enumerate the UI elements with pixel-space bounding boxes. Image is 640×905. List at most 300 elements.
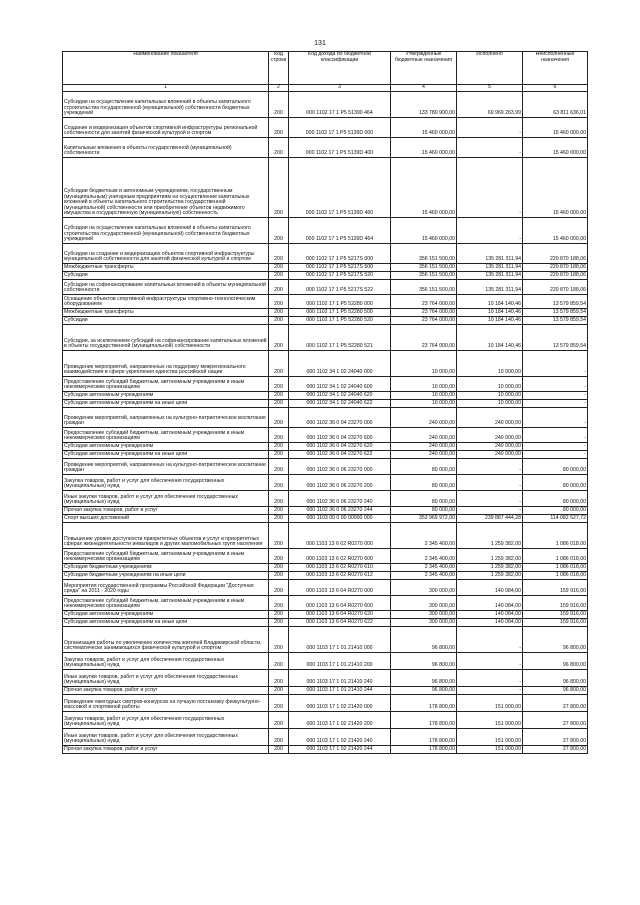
table-row	[63, 392, 588, 400]
row-income-code: 000 1103 17 1 01 21410 240	[289, 670, 391, 687]
header-name: Наименование показателя	[63, 52, 269, 85]
row-line-code: 200	[269, 272, 289, 280]
row-executed: -	[457, 475, 523, 491]
row-executed: -	[457, 687, 523, 695]
row-executed: -	[457, 459, 523, 475]
row-income-code: 000 1103 17 1 01 21410 244	[289, 687, 391, 695]
row-approved: 240 000,00	[391, 451, 457, 459]
row-income-code: 000 1102 36 0 06 23270 240	[289, 491, 391, 507]
row-executed: 1 259 382,00	[457, 572, 523, 580]
row-name: Субсидии бюджетным учреждениям	[63, 564, 269, 572]
row-executed: 239 887 444,28	[457, 515, 523, 523]
row-income-code: 000 1102 36 0 06 23270 244	[289, 507, 391, 515]
row-unexecuted: -	[523, 443, 588, 451]
row-approved: 10 000,00	[391, 400, 457, 408]
table-row	[63, 317, 588, 325]
header-executed: Исполнено	[457, 52, 523, 85]
row-executed: 135 281 311,94	[457, 264, 523, 272]
row-unexecuted: 13 579 859,54	[523, 317, 588, 325]
table-row	[63, 729, 588, 746]
row-executed: 240 000,00	[457, 451, 523, 459]
table-row	[63, 580, 588, 596]
row-line-code: 200	[269, 549, 289, 564]
column-number: 6	[523, 85, 588, 92]
row-approved: 178 800,00	[391, 729, 457, 746]
row-income-code: 000 1103 13 6 02 R0270 610	[289, 564, 391, 572]
row-income-code: 000 1103 17 1 02 21420 200	[289, 712, 391, 729]
row-name: Проведение мероприятий, направленных на поддержку межрегионального взаимодействия в сфере укрепления единства российской нации	[63, 351, 269, 377]
row-executed: 69 969 263,99	[457, 92, 523, 118]
column-number: 4	[391, 85, 457, 92]
row-line-code: 200	[269, 325, 289, 351]
row-income-code: 000 1103 13 6 04 R0270 620	[289, 611, 391, 619]
row-unexecuted: 1 086 018,00	[523, 549, 588, 564]
table-row	[63, 309, 588, 317]
row-name: Проведение мероприятий, направленных на культурно-патриотическое воспитание граждан	[63, 459, 269, 475]
row-approved: 2 345 400,00	[391, 564, 457, 572]
row-executed: 10 184 140,46	[457, 317, 523, 325]
row-executed: 10 000,00	[457, 392, 523, 400]
row-name: Закупка товаров, работ и услуг для обеспечения государственных (муниципальных) нужд	[63, 653, 269, 670]
row-executed: 240 000,00	[457, 408, 523, 428]
row-name: Межбюджетные трансферты	[63, 309, 269, 317]
row-executed: 1 259 382,00	[457, 549, 523, 564]
row-income-code: 000 1102 34 1 02 24040 622	[289, 400, 391, 408]
row-unexecuted: 80 000,00	[523, 459, 588, 475]
row-approved: 23 764 000,00	[391, 295, 457, 309]
row-line-code: 200	[269, 475, 289, 491]
row-approved: 80 000,00	[391, 507, 457, 515]
row-income-code: 000 1102 17 1 P5 52280 520	[289, 317, 391, 325]
header-income-code: Код дохода по бюджетной классификации	[289, 52, 391, 85]
table-row	[63, 611, 588, 619]
row-name: Прочая закупка товаров, работ и услуг	[63, 507, 269, 515]
row-line-code: 200	[269, 118, 289, 138]
row-executed: 151 000,00	[457, 729, 523, 746]
row-unexecuted: 13 579 859,54	[523, 325, 588, 351]
row-unexecuted: 1 086 018,00	[523, 572, 588, 580]
row-executed: -	[457, 670, 523, 687]
row-executed: -	[457, 118, 523, 138]
table-row	[63, 596, 588, 611]
row-income-code: 000 1103 17 1 02 21420 000	[289, 695, 391, 712]
table-row	[63, 515, 588, 523]
row-unexecuted: -	[523, 377, 588, 392]
row-unexecuted: 220 870 188,06	[523, 272, 588, 280]
row-income-code: 000 1103 17 1 02 21420 240	[289, 729, 391, 746]
row-executed: 10 000,00	[457, 377, 523, 392]
row-approved: 178 800,00	[391, 695, 457, 712]
table-row	[63, 712, 588, 729]
row-unexecuted: 1 086 018,00	[523, 564, 588, 572]
row-approved: 2 345 400,00	[391, 523, 457, 549]
row-name: Капитальные вложения в объекты государственной (муниципальной) собственности	[63, 138, 269, 158]
row-unexecuted: 96 800,00	[523, 687, 588, 695]
row-executed: -	[457, 158, 523, 218]
row-approved: 96 800,00	[391, 627, 457, 653]
row-income-code: 000 1102 34 1 02 24040 000	[289, 351, 391, 377]
row-income-code: 000 1103 00 0 00 00000 000	[289, 515, 391, 523]
row-approved: 15 460 000,00	[391, 118, 457, 138]
row-unexecuted: -	[523, 400, 588, 408]
row-approved: 15 460 000,00	[391, 138, 457, 158]
row-income-code: 000 1102 17 1 P5 52280 521	[289, 325, 391, 351]
row-income-code: 000 1102 36 0 04 23270 000	[289, 408, 391, 428]
row-approved: 23 764 000,00	[391, 317, 457, 325]
row-executed: 1 259 382,00	[457, 523, 523, 549]
row-name: Создание и модернизация объектов спортивной инфраструктуры региональной собственности для занятий физической культурой и спортом	[63, 118, 269, 138]
row-unexecuted: -	[523, 451, 588, 459]
row-income-code: 000 1103 13 6 04 R0270 622	[289, 619, 391, 627]
row-name: Предоставление субсидий бюджетным, автономным учреждениям и иным некоммерческим организациям	[63, 377, 269, 392]
row-line-code: 200	[269, 596, 289, 611]
row-income-code: 000 1102 17 1 P5 5139D 464	[289, 218, 391, 244]
row-unexecuted: 15 460 000,00	[523, 218, 588, 244]
row-unexecuted: 13 579 859,54	[523, 309, 588, 317]
row-income-code: 000 1102 34 1 02 24040 620	[289, 392, 391, 400]
row-name: Предоставление субсидий бюджетным, автономным учреждениям и иным некоммерческим организациям	[63, 596, 269, 611]
row-income-code: 000 1103 13 6 02 R0270 612	[289, 572, 391, 580]
row-name: Проведение мероприятий, направленных на культурно-патриотическое воспитание граждан	[63, 408, 269, 428]
row-income-code: 000 1103 17 1 01 21410 200	[289, 653, 391, 670]
row-line-code: 200	[269, 295, 289, 309]
row-line-code: 200	[269, 158, 289, 218]
row-line-code: 200	[269, 400, 289, 408]
table-row	[63, 572, 588, 580]
row-executed: 240 000,00	[457, 428, 523, 443]
table-row	[63, 138, 588, 158]
row-line-code: 200	[269, 687, 289, 695]
row-line-code: 200	[269, 619, 289, 627]
row-income-code: 000 1102 36 0 06 23270 200	[289, 475, 391, 491]
row-income-code: 000 1103 17 1 01 21410 000	[289, 627, 391, 653]
row-approved: 96 800,00	[391, 687, 457, 695]
row-unexecuted: 80 000,00	[523, 475, 588, 491]
row-line-code: 200	[269, 443, 289, 451]
row-name: Прочая закупка товаров, работ и услуг	[63, 687, 269, 695]
row-name: Закупка товаров, работ и услуг для обеспечения государственных (муниципальных) нужд	[63, 712, 269, 729]
row-unexecuted: 13 579 859,54	[523, 295, 588, 309]
table-row	[63, 695, 588, 712]
row-approved: 300 000,00	[391, 580, 457, 596]
row-unexecuted: -	[523, 408, 588, 428]
row-line-code: 200	[269, 695, 289, 712]
row-executed: 135 281 311,94	[457, 280, 523, 295]
row-name: Субсидии автономным учреждениям на иные цели	[63, 400, 269, 408]
row-executed: 151 000,00	[457, 746, 523, 754]
row-name: Субсидии автономным учреждениям	[63, 392, 269, 400]
row-unexecuted: 159 916,00	[523, 596, 588, 611]
row-name: Субсидии бюджетным учреждениям на иные цели	[63, 572, 269, 580]
row-income-code: 000 1102 36 0 04 23270 622	[289, 451, 391, 459]
row-name: Межбюджетные трансферты	[63, 264, 269, 272]
row-name: Мероприятия государственной программы Российской Федерации "Доступная среда" на 2011 - 2020 годы	[63, 580, 269, 596]
row-name: Субсидии на осуществление капитальных вложений в объекты капитального строительства государственной (муниципальной) собственности бюджетных учреждений	[63, 92, 269, 118]
page-number: 131	[314, 40, 326, 47]
row-unexecuted: -	[523, 351, 588, 377]
row-executed: 10 000,00	[457, 400, 523, 408]
row-executed: 140 084,00	[457, 619, 523, 627]
row-approved: 96 800,00	[391, 653, 457, 670]
row-unexecuted: 80 000,00	[523, 491, 588, 507]
row-unexecuted: 96 800,00	[523, 653, 588, 670]
row-line-code: 200	[269, 491, 289, 507]
table-row	[63, 264, 588, 272]
row-name: Субсидии автономным учреждениям	[63, 443, 269, 451]
row-line-code: 200	[269, 451, 289, 459]
row-line-code: 200	[269, 580, 289, 596]
row-executed: -	[457, 507, 523, 515]
table-row	[63, 491, 588, 507]
row-executed: -	[457, 218, 523, 244]
header-row	[63, 52, 588, 85]
row-line-code: 200	[269, 218, 289, 244]
row-income-code: 000 1102 36 0 04 23270 620	[289, 443, 391, 451]
row-income-code: 000 1102 17 1 P5 5139D 000	[289, 118, 391, 138]
row-approved: 96 800,00	[391, 670, 457, 687]
row-approved: 2 345 400,00	[391, 572, 457, 580]
row-line-code: 200	[269, 515, 289, 523]
table-row	[63, 670, 588, 687]
row-name: Субсидии автономным учреждениям на иные цели	[63, 451, 269, 459]
table-row	[63, 653, 588, 670]
row-unexecuted: -	[523, 428, 588, 443]
row-income-code: 000 1103 13 6 02 R0270 000	[289, 523, 391, 549]
row-income-code: 000 1103 17 1 02 21420 244	[289, 746, 391, 754]
row-line-code: 200	[269, 670, 289, 687]
row-income-code: 000 1102 17 1 P5 5217S 520	[289, 272, 391, 280]
row-approved: 300 000,00	[391, 619, 457, 627]
row-line-code: 200	[269, 317, 289, 325]
table-body	[63, 92, 588, 754]
row-name: Субсидии на создание и модернизацию объектов спортивной инфраструктуры муниципальной собственности для занятий физической культурой и спортом	[63, 244, 269, 264]
row-name: Предоставление субсидий бюджетным, автономным учреждениям и иным некоммерческим организациям	[63, 428, 269, 443]
row-approved: 356 151 500,00	[391, 280, 457, 295]
column-number: 1	[63, 85, 269, 92]
row-line-code: 200	[269, 280, 289, 295]
row-name: Спорт высших достижений	[63, 515, 269, 523]
row-income-code: 000 1102 17 1 P5 5217S 522	[289, 280, 391, 295]
row-approved: 300 000,00	[391, 596, 457, 611]
row-unexecuted: 27 800,00	[523, 729, 588, 746]
row-executed: 10 000,00	[457, 351, 523, 377]
column-number: 5	[457, 85, 523, 92]
row-approved: 356 151 500,00	[391, 264, 457, 272]
row-approved: 15 460 000,00	[391, 158, 457, 218]
row-line-code: 200	[269, 523, 289, 549]
table-row	[63, 244, 588, 264]
row-executed: 140 084,00	[457, 580, 523, 596]
row-approved: 178 800,00	[391, 712, 457, 729]
row-line-code: 200	[269, 244, 289, 264]
row-unexecuted: 27 800,00	[523, 712, 588, 729]
row-unexecuted: 159 916,00	[523, 580, 588, 596]
row-name: Иные закупки товаров, работ и услуг для обеспечения государственных (муниципальных) нужд	[63, 491, 269, 507]
row-income-code: 000 1103 13 6 02 R0270 600	[289, 549, 391, 564]
row-approved: 133 780 900,00	[391, 92, 457, 118]
row-approved: 80 000,00	[391, 491, 457, 507]
table-row	[63, 218, 588, 244]
row-approved: 15 460 000,00	[391, 218, 457, 244]
row-line-code: 200	[269, 138, 289, 158]
table-row	[63, 523, 588, 549]
row-income-code: 000 1103 13 6 04 R0270 600	[289, 596, 391, 611]
table-row	[63, 687, 588, 695]
table-row	[63, 280, 588, 295]
row-executed: -	[457, 491, 523, 507]
row-unexecuted: 96 800,00	[523, 627, 588, 653]
row-name: Субсидии автономным учреждениям на иные цели	[63, 619, 269, 627]
row-approved: 10 000,00	[391, 351, 457, 377]
row-income-code: 000 1102 17 1 P5 5139D 400	[289, 138, 391, 158]
row-unexecuted: 159 916,00	[523, 611, 588, 619]
row-approved: 80 000,00	[391, 475, 457, 491]
row-executed: 140 084,00	[457, 596, 523, 611]
table-row	[63, 428, 588, 443]
row-approved: 23 764 000,00	[391, 325, 457, 351]
row-approved: 240 000,00	[391, 443, 457, 451]
row-name: Субсидии	[63, 272, 269, 280]
row-executed: 1 259 382,00	[457, 564, 523, 572]
row-name: Предоставление субсидий бюджетным, автономным учреждениям и иным некоммерческим организациям	[63, 549, 269, 564]
row-income-code: 000 1102 34 1 02 24040 600	[289, 377, 391, 392]
table-row	[63, 627, 588, 653]
row-unexecuted: 220 870 188,06	[523, 264, 588, 272]
table-row	[63, 295, 588, 309]
table-row	[63, 746, 588, 754]
row-approved: 240 000,00	[391, 408, 457, 428]
row-line-code: 200	[269, 377, 289, 392]
row-approved: 178 800,00	[391, 746, 457, 754]
row-name: Субсидии	[63, 317, 269, 325]
row-line-code: 200	[269, 653, 289, 670]
row-name: Субсидии, за исключением субсидий на софинансирование капитальных вложений в объекты государственной (муниципальной) собственности	[63, 325, 269, 351]
row-line-code: 200	[269, 264, 289, 272]
column-number: 2	[269, 85, 289, 92]
table-row	[63, 451, 588, 459]
row-line-code: 200	[269, 351, 289, 377]
row-unexecuted: 15 460 000,00	[523, 138, 588, 158]
row-line-code: 200	[269, 564, 289, 572]
table-row	[63, 118, 588, 138]
row-approved: 353 969 972,00	[391, 515, 457, 523]
row-approved: 356 151 500,00	[391, 244, 457, 264]
header-line-code: Код строки	[269, 52, 289, 85]
row-unexecuted: 220 870 188,06	[523, 244, 588, 264]
row-line-code: 200	[269, 392, 289, 400]
row-income-code: 000 1102 17 1 P5 5217S 000	[289, 244, 391, 264]
row-unexecuted: 27 800,00	[523, 695, 588, 712]
row-unexecuted: 1 086 018,00	[523, 523, 588, 549]
column-number-row	[63, 85, 588, 92]
table-row	[63, 459, 588, 475]
row-name: Оснащение объектов спортивной инфраструктуры спортивно-технологическим оборудованием	[63, 295, 269, 309]
row-unexecuted: -	[523, 392, 588, 400]
row-unexecuted: 220 870 188,06	[523, 280, 588, 295]
row-income-code: 000 1102 17 1 P5 5217S 500	[289, 264, 391, 272]
header-unexecuted: Неисполненные назначения	[523, 52, 588, 85]
table-row	[63, 443, 588, 451]
table-row	[63, 377, 588, 392]
row-executed: 151 000,00	[457, 695, 523, 712]
table-row	[63, 549, 588, 564]
row-executed: 10 184 140,46	[457, 309, 523, 317]
row-approved: 356 151 500,00	[391, 272, 457, 280]
row-line-code: 200	[269, 729, 289, 746]
row-unexecuted: 63 811 636,01	[523, 92, 588, 118]
row-income-code: 000 1103 13 6 04 R0270 000	[289, 580, 391, 596]
row-line-code: 200	[269, 92, 289, 118]
row-executed: 135 281 311,94	[457, 272, 523, 280]
table-row	[63, 400, 588, 408]
row-income-code: 000 1102 36 0 06 23270 000	[289, 459, 391, 475]
budget-table	[62, 51, 588, 754]
row-line-code: 200	[269, 459, 289, 475]
table-row	[63, 564, 588, 572]
row-unexecuted: 80 000,00	[523, 507, 588, 515]
row-approved: 10 000,00	[391, 377, 457, 392]
row-income-code: 000 1102 17 1 P5 52280 000	[289, 295, 391, 309]
column-number: 3	[289, 85, 391, 92]
row-line-code: 200	[269, 408, 289, 428]
row-unexecuted: 15 460 000,00	[523, 118, 588, 138]
row-approved: 2 345 400,00	[391, 549, 457, 564]
table-row	[63, 92, 588, 118]
row-unexecuted: 96 800,00	[523, 670, 588, 687]
table-row	[63, 325, 588, 351]
row-name: Проведение ежегодных смотров-конкурсов на лучшую постановку физкультурно-массовой и спортивной работы	[63, 695, 269, 712]
table-row	[63, 158, 588, 218]
row-name: Прочая закупка товаров, работ и услуг	[63, 746, 269, 754]
row-name: Иные закупки товаров, работ и услуг для обеспечения государственных (муниципальных) нужд	[63, 670, 269, 687]
table-row	[63, 351, 588, 377]
row-name: Субсидии автономным учреждениям	[63, 611, 269, 619]
row-executed: 151 000,00	[457, 712, 523, 729]
row-line-code: 200	[269, 572, 289, 580]
row-line-code: 200	[269, 611, 289, 619]
table-row	[63, 619, 588, 627]
header-approved: Утвержденные бюджетные назначения	[391, 52, 457, 85]
row-name: Субсидии на софинансирование капитальных вложений в объекты муниципальной собственности	[63, 280, 269, 295]
row-line-code: 200	[269, 746, 289, 754]
row-approved: 80 000,00	[391, 459, 457, 475]
table-row	[63, 408, 588, 428]
row-approved: 300 000,00	[391, 611, 457, 619]
row-executed: 240 000,00	[457, 443, 523, 451]
row-executed: -	[457, 627, 523, 653]
row-name: Закупка товаров, работ и услуг для обеспечения государственных (муниципальных) нужд	[63, 475, 269, 491]
row-approved: 23 764 000,00	[391, 309, 457, 317]
row-income-code: 000 1102 17 1 P5 52280 500	[289, 309, 391, 317]
row-line-code: 200	[269, 309, 289, 317]
row-name: Субсидии бюджетным и автономным учреждениям, государственным (муниципальным) унитарным предприятиям на осуществление капитальных вложений в объекты капитального строительства государственной (муниципальной) собственности или приобретение объектов недвижимого имущества в государственную (муниципальную) собственность	[63, 158, 269, 218]
row-executed: 10 184 140,46	[457, 295, 523, 309]
row-income-code: 000 1102 17 1 P5 51390 464	[289, 92, 391, 118]
row-approved: 10 000,00	[391, 392, 457, 400]
row-executed: -	[457, 653, 523, 670]
row-line-code: 200	[269, 712, 289, 729]
row-line-code: 200	[269, 428, 289, 443]
row-unexecuted: 15 460 000,00	[523, 158, 588, 218]
row-executed: 10 184 140,46	[457, 325, 523, 351]
row-name: Организация работы по увеличению количества жителей Владимирской области, систематически занимающихся физической культурой и спортом	[63, 627, 269, 653]
row-name: Субсидии на осуществление капитальных вложений в объекты капитального строительства государственной (муниципальной) собственности бюджетных учреждений	[63, 218, 269, 244]
table-row	[63, 475, 588, 491]
row-unexecuted: 159 916,00	[523, 619, 588, 627]
table-row	[63, 507, 588, 515]
row-line-code: 200	[269, 627, 289, 653]
table-row	[63, 272, 588, 280]
